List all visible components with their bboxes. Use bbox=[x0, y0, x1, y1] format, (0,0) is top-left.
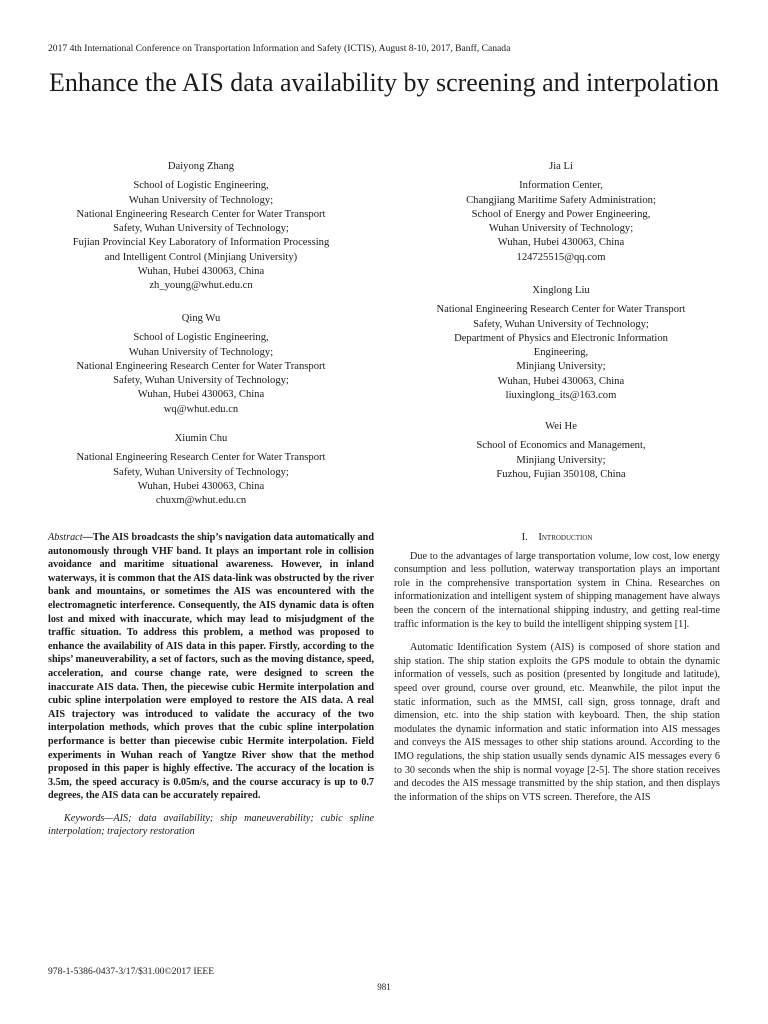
abstract-text: —The AIS broadcasts the ship’s navigation data automatically and autonomously through VHF band. It plays an important role in collision avoidance and maritime situational awareness. However, in inland waterways, it is common that the AIS data-link was obstructed by the river bank and mountains, or sometimes the AIS was encountered with the electromagnetic interference. Consequently, the AIS dynamic data is often lost and mixed with inaccurate, which may lead to misjudgment of the traffic situation. To address this problem, a method was proposed to enhance the availability of AIS data in this paper. Firstly, according to the ships’ maneuverability, a set of factors, such as the moving distance, speed, acceleration, and course change rate, were designed to screen the inaccurate AIS data. Then, the piecewise cubic Hermite interpolation and cubic spline interpolation were employed to restore the AIS data. A real AIS trajectory was introduced to validate the accuracy of the two interpolation methods, which proves that the cubic spline interpolation performance is better than piecewise cubic Hermite interpolation. Field experiments in Wuhan reach of Yangtze River show that the method proposed in this paper is highly effective. The accuracy of the location is 3.5m, the speed accuracy is 0.05m/s, and the course accuracy is up to 0.7 degrees, the AIS data can be accurately repaired. bbox=[48, 532, 374, 802]
author-affiliation-line: Safety, Wuhan University of Technology; bbox=[113, 223, 289, 235]
author-affiliation-line: School of Energy and Power Engineering, bbox=[471, 208, 651, 220]
author-affiliation-line: Wuhan, Hubei 430063, China bbox=[137, 266, 265, 278]
abstract-label: Abstract bbox=[48, 532, 83, 543]
author-affiliation-line: Wuhan University of Technology; bbox=[128, 194, 274, 206]
author-email: 124725515@qq.com bbox=[516, 251, 606, 263]
author-affiliation-line: Wuhan University of Technology; bbox=[488, 223, 634, 235]
author-block-xinglong-liu bbox=[388, 284, 734, 403]
author-affiliation-line: National Engineering Research Center for Water Transport bbox=[76, 208, 326, 220]
author-affiliation-line: School of Logistic Engineering, bbox=[133, 332, 269, 344]
author-affiliation-line: Department of Physics and Electronic Information bbox=[454, 332, 668, 344]
author-affiliation-line: National Engineering Research Center for Water Transport bbox=[76, 360, 326, 372]
author-name: Daiyong Zhang bbox=[167, 161, 235, 172]
author-name: Xinglong Liu bbox=[532, 285, 590, 296]
keywords: Keywords—AIS; data availability; ship maneuverability; cubic spline interpolation; trajectory restoration bbox=[48, 812, 374, 838]
intro-paragraph: Due to the advantages of large transportation volume, low cost, low energy consumption and less pollution, waterway transportation plays an important role in the comprehensive transportation system in China. Researches on informationization and intelligent system of shipping management have always been the concern of the international shipping industry, and getting real-time traffic information is the key to build the intelligent shipping system [1]. bbox=[394, 550, 720, 630]
author-block-daiyong-zhang bbox=[28, 160, 374, 294]
author-email: chuxm@whut.edu.cn bbox=[155, 495, 247, 507]
copyright-notice: 978-1-5386-0437-3/17/$31.00©2017 IEEE bbox=[48, 966, 215, 977]
author-affiliation-line: Information Center, bbox=[519, 180, 603, 192]
author-affiliation-line: School of Logistic Engineering, bbox=[133, 180, 269, 192]
author-affiliation-line: Minjiang University; bbox=[516, 454, 606, 466]
intro-paragraph: Automatic Identification System (AIS) is composed of shore station and ship station. The ship station exploits the GPS module to obtain the dynamic information of vessels, such as position (presented by longitude and latitude), speed over ground, course over ground, etc. Meanwhile, the pilot input the static information, such as the MMSI, call sign, gross tonnage, draft and dimension, etc. into the ship station with keyboard. Then, the ship station modulates the dynamic information and static information into AIS messages and conveys the AIS messages to other ship stations around. According to the IMO regulations, the ship station usually sends dynamic AIS messages every 6 to 30 seconds when the ship is normal voyage [2-5]. The shore station receives and decodes the AIS message transmitted by the ship station, and then displays the information of the ships on VTS screen. Therefore, the AIS bbox=[394, 642, 720, 803]
abstract bbox=[48, 531, 374, 803]
section-title: Introduction bbox=[538, 532, 593, 543]
author-name: Jia Li bbox=[549, 161, 573, 172]
author-block-qing-wu bbox=[28, 312, 374, 417]
author-affiliation-line: Wuhan, Hubei 430063, China bbox=[137, 389, 265, 401]
page-number: 981 bbox=[377, 982, 391, 992]
section-number: I. bbox=[521, 532, 528, 543]
author-name: Xiumin Chu bbox=[174, 433, 228, 444]
author-name: Wei He bbox=[545, 421, 577, 432]
paper-title: Enhance the AIS data availability by screening and interpolation bbox=[48, 68, 719, 97]
author-email: liuxinglong_its@163.com bbox=[505, 390, 617, 402]
author-block-wei-he bbox=[388, 420, 734, 482]
section-heading bbox=[394, 531, 720, 545]
author-name: Qing Wu bbox=[181, 313, 221, 324]
author-email: zh_young@whut.edu.cn bbox=[149, 280, 253, 292]
author-affiliation-line: Fujian Provincial Key Laboratory of Information Processing bbox=[72, 237, 330, 249]
author-affiliation-line: Wuhan, Hubei 430063, China bbox=[497, 375, 625, 387]
author-affiliation-line: Wuhan University of Technology; bbox=[128, 346, 274, 358]
author-affiliation-line: Safety, Wuhan University of Technology; bbox=[113, 375, 289, 387]
author-affiliation-line: School of Economics and Management, bbox=[476, 440, 646, 452]
author-affiliation-line: Safety, Wuhan University of Technology; bbox=[473, 318, 649, 330]
author-affiliation-line: Changjiang Maritime Safety Administration; bbox=[466, 194, 656, 206]
author-affiliation-line: and Intelligent Control (Minjiang University) bbox=[104, 251, 298, 263]
conference-header: 2017 4th International Conference on Transportation Information and Safety (ICTIS), August 8-10, 2017, Banff, Canada bbox=[48, 43, 511, 54]
author-affiliation-line: National Engineering Research Center for Water Transport bbox=[436, 304, 686, 316]
author-affiliation-line: Safety, Wuhan University of Technology; bbox=[113, 466, 289, 478]
author-affiliation-line: Wuhan, Hubei 430063, China bbox=[497, 237, 625, 249]
right-column bbox=[394, 531, 720, 814]
author-block-jia-li bbox=[388, 160, 734, 265]
author-block-xiumin-chu bbox=[28, 432, 374, 508]
author-affiliation-line: Engineering, bbox=[533, 347, 589, 359]
author-affiliation-line: Minjiang University; bbox=[516, 361, 606, 373]
author-affiliation-line: National Engineering Research Center for Water Transport bbox=[76, 452, 326, 464]
left-column bbox=[48, 531, 374, 839]
author-email: wq@whut.edu.cn bbox=[163, 403, 239, 415]
author-affiliation-line: Fuzhou, Fujian 350108, China bbox=[496, 468, 626, 480]
author-affiliation-line: Wuhan, Hubei 430063, China bbox=[137, 480, 265, 492]
